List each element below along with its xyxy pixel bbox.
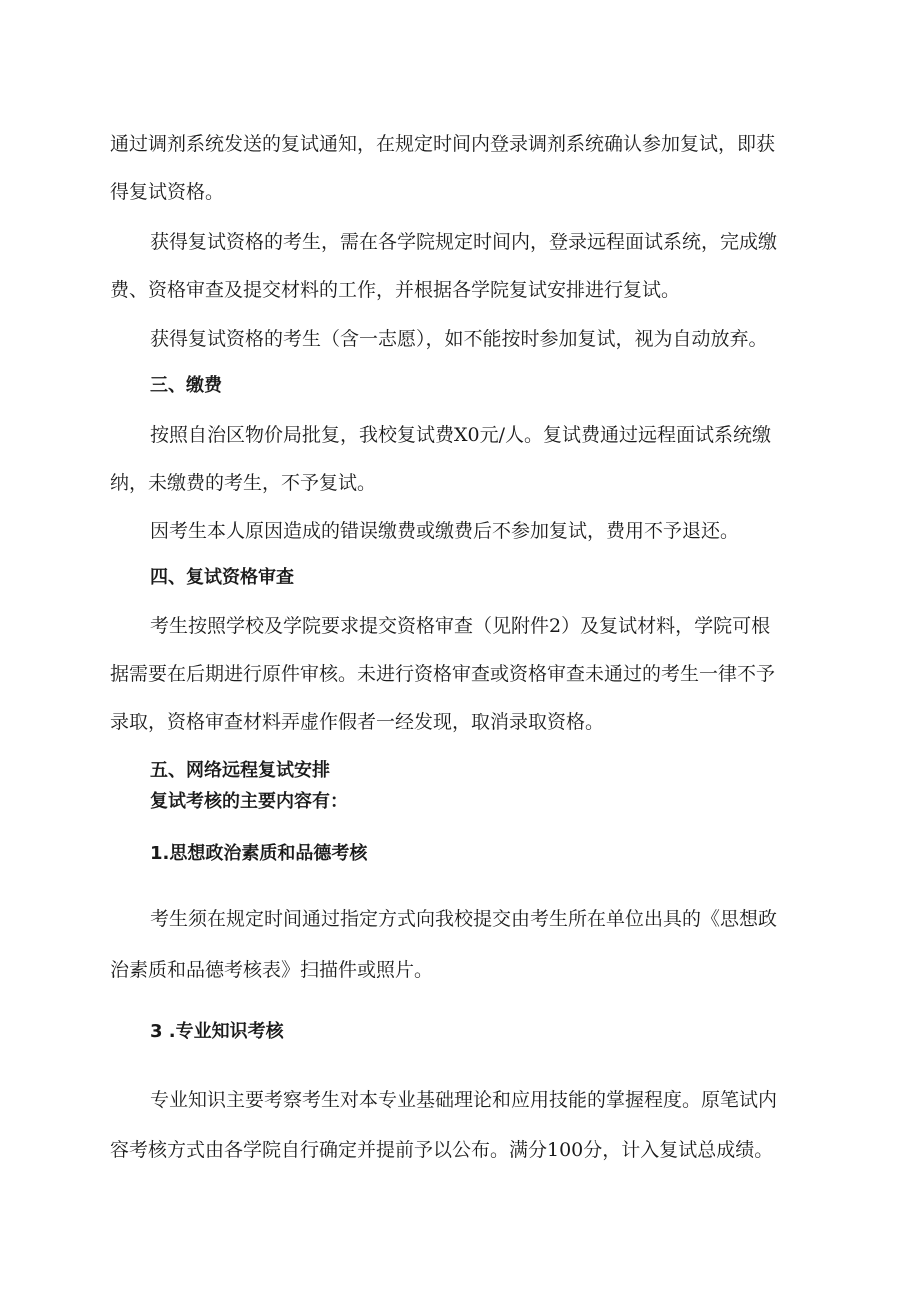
paragraph-line: 治素质和品德考核表》扫描件或照片。 bbox=[110, 959, 434, 981]
item-heading: 1.思想政治素质和品德考核 bbox=[150, 843, 368, 864]
paragraph-line: 获得复试资格的考生（含一志愿），如不能按时参加复试，视为自动放弃。 bbox=[150, 328, 768, 350]
section-heading: 三、缴费 bbox=[150, 375, 222, 396]
subheading: 复试考核的主要内容有： bbox=[150, 791, 348, 812]
item-heading: 3 .专业知识考核 bbox=[150, 1021, 284, 1042]
paragraph-line: 获得复试资格的考生，需在各学院规定时间内，登录远程面试系统，完成缴 bbox=[150, 231, 778, 253]
paragraph-line: 纳，未缴费的考生，不予复试。 bbox=[110, 472, 377, 494]
section-heading: 五、网络远程复试安排 bbox=[150, 760, 330, 781]
paragraph-line: 因考生本人原因造成的错误缴费或缴费后不参加复试，费用不予退还。 bbox=[150, 520, 740, 542]
paragraph-line: 容考核方式由各学院自行确定并提前予以公布。满分100分，计入复试总成绩。 bbox=[110, 1139, 774, 1161]
paragraph-line: 按照自治区物价局批复，我校复试费X0元/人。复试费通过远程面试系统缴 bbox=[150, 424, 772, 446]
paragraph-line: 专业知识主要考察考生对本专业基础理论和应用技能的掌握程度。原笔试内 bbox=[150, 1089, 778, 1111]
paragraph-line: 考生按照学校及学院要求提交资格审查（见附件2）及复试材料，学院可根 bbox=[150, 615, 771, 637]
paragraph-line: 通过调剂系统发送的复试通知，在规定时间内登录调剂系统确认参加复试，即获 bbox=[110, 133, 776, 155]
paragraph-line: 录取，资格审查材料弄虚作假者一经发现，取消录取资格。 bbox=[110, 711, 605, 733]
paragraph-line: 考生须在规定时间通过指定方式向我校提交由考生所在单位出具的《思想政 bbox=[150, 908, 778, 930]
paragraph-line: 据需要在后期进行原件审核。未进行资格审查或资格审查未通过的考生一律不予 bbox=[110, 663, 776, 685]
section-heading: 四、复试资格审查 bbox=[150, 567, 294, 588]
paragraph-line: 费、资格审查及提交材料的工作，并根据各学院复试安排进行复试。 bbox=[110, 279, 681, 301]
paragraph-line: 得复试资格。 bbox=[110, 181, 225, 203]
